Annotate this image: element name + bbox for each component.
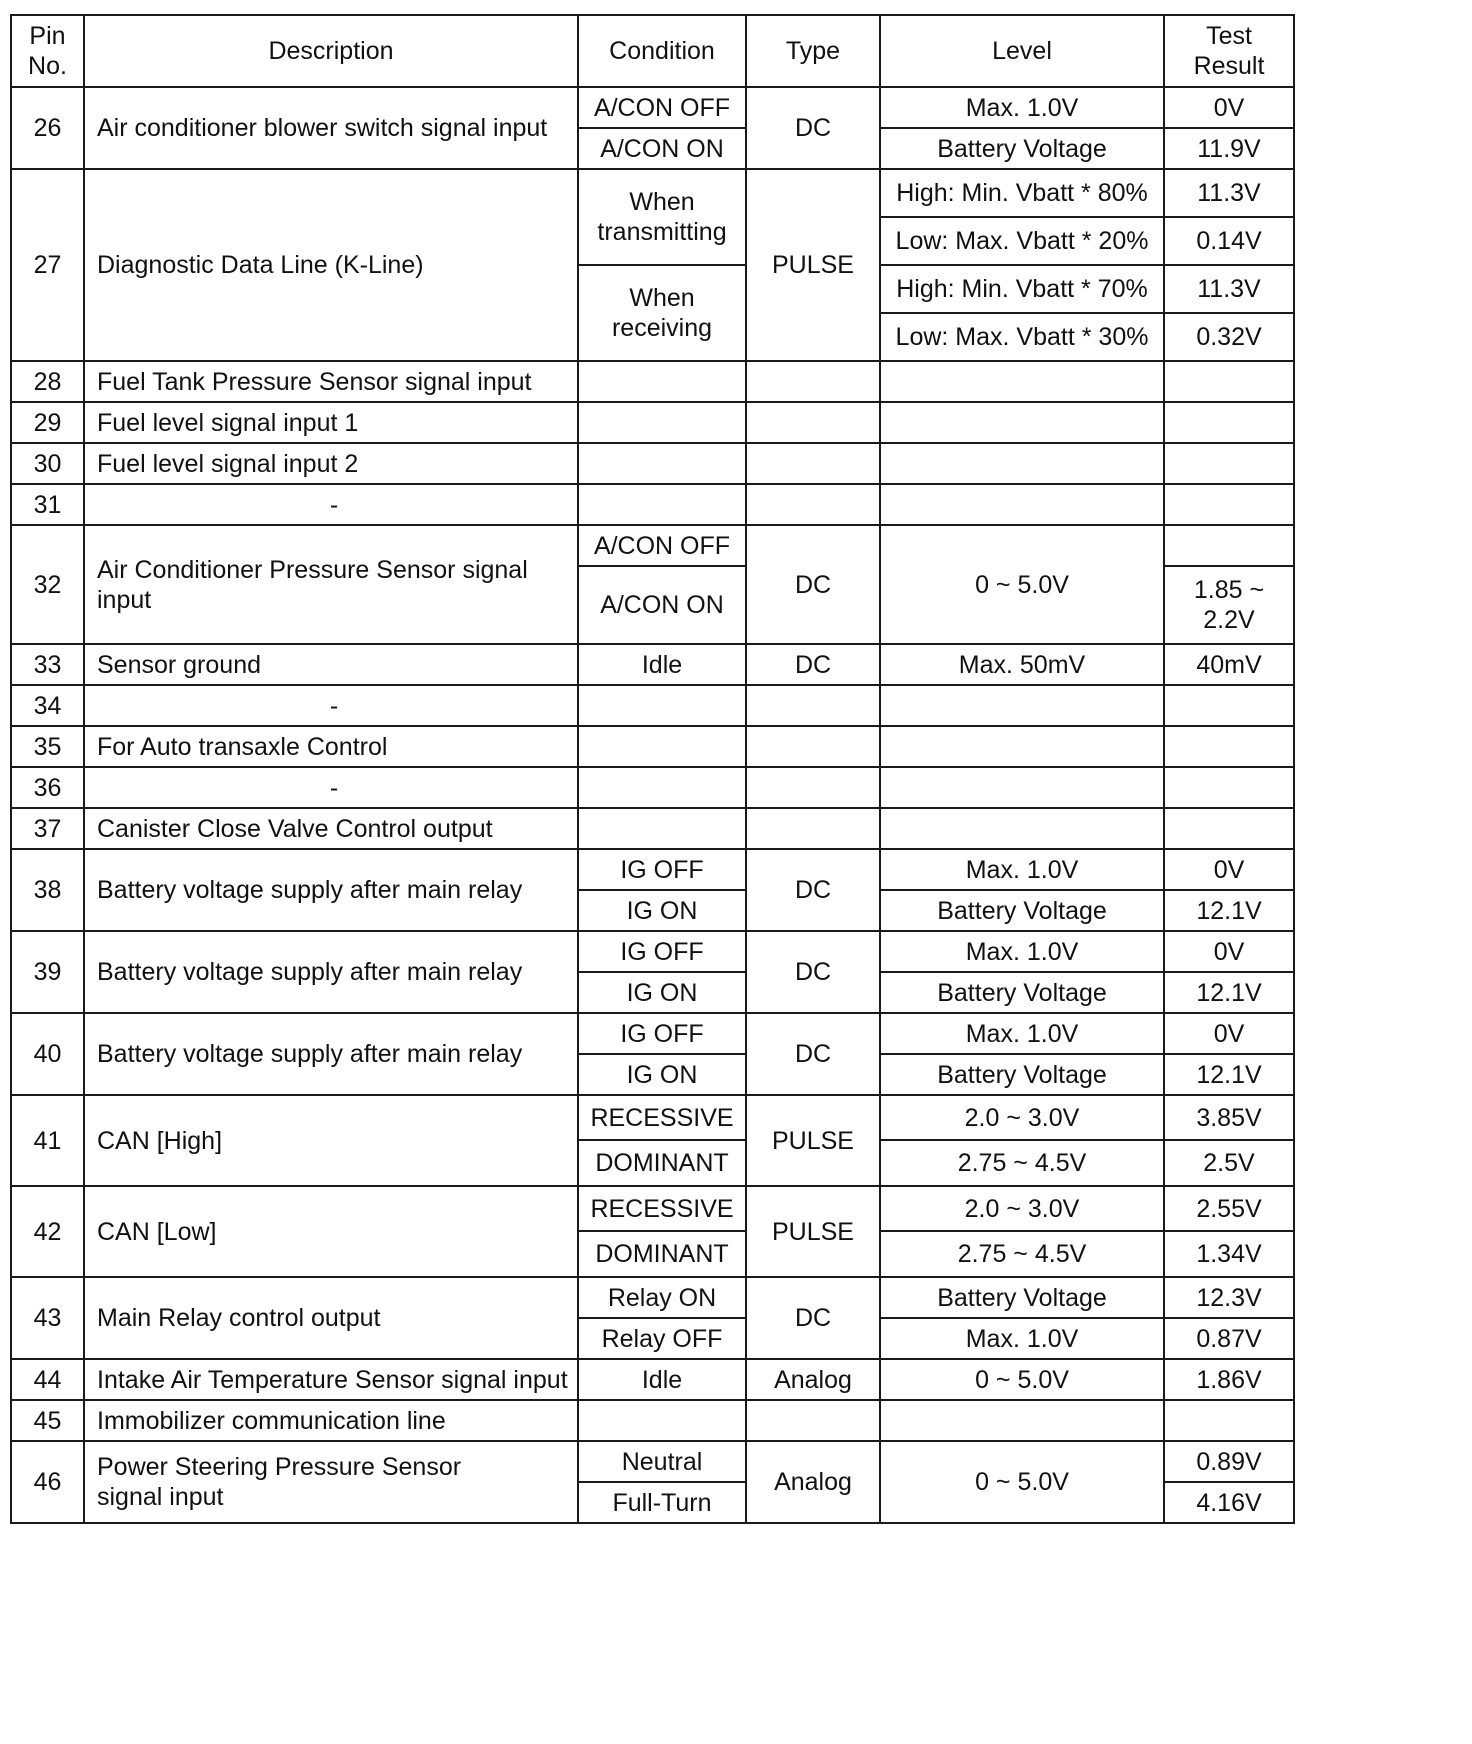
test-result-cell: 11.3V [1164,169,1294,217]
pin-description: Main Relay control output [84,1277,578,1359]
signal-type: PULSE [746,169,880,361]
test-result-cell: 11.9V [1164,128,1294,169]
test-result-cell: 1.85 ~ 2.2V [1164,566,1294,644]
condition-cell: A/CON ON [578,128,746,169]
table-row [11,87,1294,128]
pin-description: Air Conditioner Pressure Sensor signal input [84,525,578,644]
pin-description: Battery voltage supply after main relay [84,849,578,931]
pin-number: 39 [11,931,84,1013]
signal-type [746,361,880,402]
condition-cell [578,1400,746,1441]
condition-cell: IG ON [578,1054,746,1095]
level-cell [880,443,1164,484]
pin-description: Sensor ground [84,644,578,685]
table-row [11,726,1294,767]
condition-cell: Idle [578,644,746,685]
pin-number: 34 [11,685,84,726]
pin-description: Fuel level signal input 1 [84,402,578,443]
pin-number: 30 [11,443,84,484]
table-row [11,169,1294,217]
table-row [11,808,1294,849]
pin-number: 28 [11,361,84,402]
pin-number: 38 [11,849,84,931]
header-test-result: Test Result [1164,15,1294,87]
level-cell: Max. 50mV [880,644,1164,685]
condition-cell: Relay OFF [578,1318,746,1359]
test-result-cell: 0.89V [1164,1441,1294,1482]
pin-description: Canister Close Valve Control output [84,808,578,849]
condition-cell [578,443,746,484]
signal-type [746,726,880,767]
level-cell [880,685,1164,726]
test-result-cell: 0V [1164,931,1294,972]
test-result-cell: 0V [1164,849,1294,890]
test-result-cell [1164,361,1294,402]
test-result-cell [1164,685,1294,726]
signal-type: Analog [746,1441,880,1523]
level-cell: 2.75 ~ 4.5V [880,1231,1164,1277]
signal-type: PULSE [746,1095,880,1186]
level-cell [880,402,1164,443]
test-result-cell: 40mV [1164,644,1294,685]
signal-type: DC [746,525,880,644]
test-result-cell: 0V [1164,87,1294,128]
pin-description: Fuel Tank Pressure Sensor signal input [84,361,578,402]
test-result-cell: 12.3V [1164,1277,1294,1318]
level-cell: High: Min. Vbatt * 70% [880,265,1164,313]
condition-cell: IG OFF [578,849,746,890]
test-result-cell [1164,402,1294,443]
pin-number: 26 [11,87,84,169]
level-cell: Max. 1.0V [880,849,1164,890]
pin-description: Battery voltage supply after main relay [84,931,578,1013]
test-result-cell: 0.32V [1164,313,1294,361]
test-result-cell: 0.14V [1164,217,1294,265]
signal-type [746,402,880,443]
pin-number: 40 [11,1013,84,1095]
table-row [11,685,1294,726]
pin-description: Diagnostic Data Line (K-Line) [84,169,578,361]
pin-number: 43 [11,1277,84,1359]
level-cell: 2.0 ~ 3.0V [880,1095,1164,1140]
level-cell: 2.75 ~ 4.5V [880,1140,1164,1186]
condition-cell [578,726,746,767]
header-description: Description [84,15,578,87]
signal-type [746,808,880,849]
condition-cell: A/CON OFF [578,87,746,128]
signal-type: DC [746,1013,880,1095]
pin-number: 35 [11,726,84,767]
signal-type: DC [746,1277,880,1359]
table-header-row [11,15,1294,87]
test-result-cell: 3.85V [1164,1095,1294,1140]
test-result-cell [1164,1400,1294,1441]
table-row [11,1013,1294,1054]
pin-number: 45 [11,1400,84,1441]
signal-type: DC [746,931,880,1013]
pin-number: 27 [11,169,84,361]
level-cell: Max. 1.0V [880,1318,1164,1359]
test-result-cell: 4.16V [1164,1482,1294,1523]
pin-description: Immobilizer communication line [84,1400,578,1441]
pin-description: Power Steering Pressure Sensor signal input [84,1441,578,1523]
level-cell: Max. 1.0V [880,931,1164,972]
level-cell: 2.0 ~ 3.0V [880,1186,1164,1231]
pin-table-sheet [10,14,1295,1524]
level-cell: Battery Voltage [880,1277,1164,1318]
level-cell [880,361,1164,402]
condition-cell: Relay ON [578,1277,746,1318]
test-result-cell: 1.86V [1164,1359,1294,1400]
pin-number: 31 [11,484,84,525]
level-cell [880,808,1164,849]
pin-number: 44 [11,1359,84,1400]
pin-number: 33 [11,644,84,685]
pin-description: Fuel level signal input 2 [84,443,578,484]
pin-description: Battery voltage supply after main relay [84,1013,578,1095]
table-row [11,849,1294,890]
level-cell: Battery Voltage [880,1054,1164,1095]
header-pin-no: Pin No. [11,15,84,87]
signal-type [746,484,880,525]
header-type: Type [746,15,880,87]
signal-type: Analog [746,1359,880,1400]
table-row [11,443,1294,484]
level-cell: Max. 1.0V [880,87,1164,128]
signal-type: DC [746,644,880,685]
test-result-cell: 0.87V [1164,1318,1294,1359]
condition-cell [578,402,746,443]
signal-type [746,685,880,726]
level-cell: Max. 1.0V [880,1013,1164,1054]
table-row [11,1400,1294,1441]
pin-description: - [84,484,578,525]
condition-cell: RECESSIVE [578,1186,746,1231]
table-row [11,402,1294,443]
table-row [11,525,1294,566]
pin-number: 46 [11,1441,84,1523]
table-row [11,361,1294,402]
pin-description: - [84,685,578,726]
header-condition: Condition [578,15,746,87]
test-result-cell: 11.3V [1164,265,1294,313]
signal-type: PULSE [746,1186,880,1277]
table-row [11,1441,1294,1482]
condition-cell: DOMINANT [578,1231,746,1277]
signal-type [746,443,880,484]
condition-cell: Full-Turn [578,1482,746,1523]
condition-cell [578,484,746,525]
test-result-cell [1164,525,1294,566]
condition-cell: DOMINANT [578,1140,746,1186]
pin-number: 42 [11,1186,84,1277]
level-cell [880,1400,1164,1441]
test-result-cell [1164,443,1294,484]
pin-test-table [10,14,1295,1524]
pin-number: 36 [11,767,84,808]
table-row [11,931,1294,972]
pin-description: CAN [Low] [84,1186,578,1277]
pin-description: - [84,767,578,808]
level-cell: Low: Max. Vbatt * 20% [880,217,1164,265]
signal-type: DC [746,849,880,931]
level-cell: 0 ~ 5.0V [880,525,1164,644]
condition-cell: When transmitting [578,169,746,265]
condition-cell: RECESSIVE [578,1095,746,1140]
test-result-cell [1164,767,1294,808]
pin-description: For Auto transaxle Control [84,726,578,767]
pin-number: 29 [11,402,84,443]
test-result-cell: 12.1V [1164,972,1294,1013]
test-result-cell: 12.1V [1164,1054,1294,1095]
table-row [11,484,1294,525]
test-result-cell: 2.5V [1164,1140,1294,1186]
table-row [11,644,1294,685]
level-cell: Low: Max. Vbatt * 30% [880,313,1164,361]
condition-cell: Idle [578,1359,746,1400]
test-result-cell [1164,726,1294,767]
condition-cell: IG ON [578,972,746,1013]
table-row [11,1277,1294,1318]
test-result-cell [1164,484,1294,525]
condition-cell [578,767,746,808]
condition-cell: IG ON [578,890,746,931]
test-result-cell: 1.34V [1164,1231,1294,1277]
pin-description: Intake Air Temperature Sensor signal input [84,1359,578,1400]
condition-cell: IG OFF [578,931,746,972]
header-level: Level [880,15,1164,87]
table-row [11,1186,1294,1231]
condition-cell [578,685,746,726]
level-cell: Battery Voltage [880,128,1164,169]
test-result-cell: 2.55V [1164,1186,1294,1231]
condition-cell: Neutral [578,1441,746,1482]
pin-description: Air conditioner blower switch signal input [84,87,578,169]
condition-cell: A/CON OFF [578,525,746,566]
signal-type: DC [746,87,880,169]
signal-type [746,767,880,808]
level-cell: 0 ~ 5.0V [880,1441,1164,1523]
condition-cell [578,808,746,849]
pin-number: 41 [11,1095,84,1186]
signal-type [746,1400,880,1441]
table-row [11,1359,1294,1400]
test-result-cell: 0V [1164,1013,1294,1054]
level-cell: High: Min. Vbatt * 80% [880,169,1164,217]
pin-description: CAN [High] [84,1095,578,1186]
level-cell [880,726,1164,767]
level-cell [880,767,1164,808]
pin-number: 32 [11,525,84,644]
table-row [11,767,1294,808]
condition-cell: IG OFF [578,1013,746,1054]
level-cell: Battery Voltage [880,890,1164,931]
pin-number: 37 [11,808,84,849]
condition-cell [578,361,746,402]
condition-cell: A/CON ON [578,566,746,644]
level-cell: 0 ~ 5.0V [880,1359,1164,1400]
table-row [11,1095,1294,1140]
level-cell: Battery Voltage [880,972,1164,1013]
test-result-cell [1164,808,1294,849]
test-result-cell: 12.1V [1164,890,1294,931]
level-cell [880,484,1164,525]
condition-cell: When receiving [578,265,746,361]
